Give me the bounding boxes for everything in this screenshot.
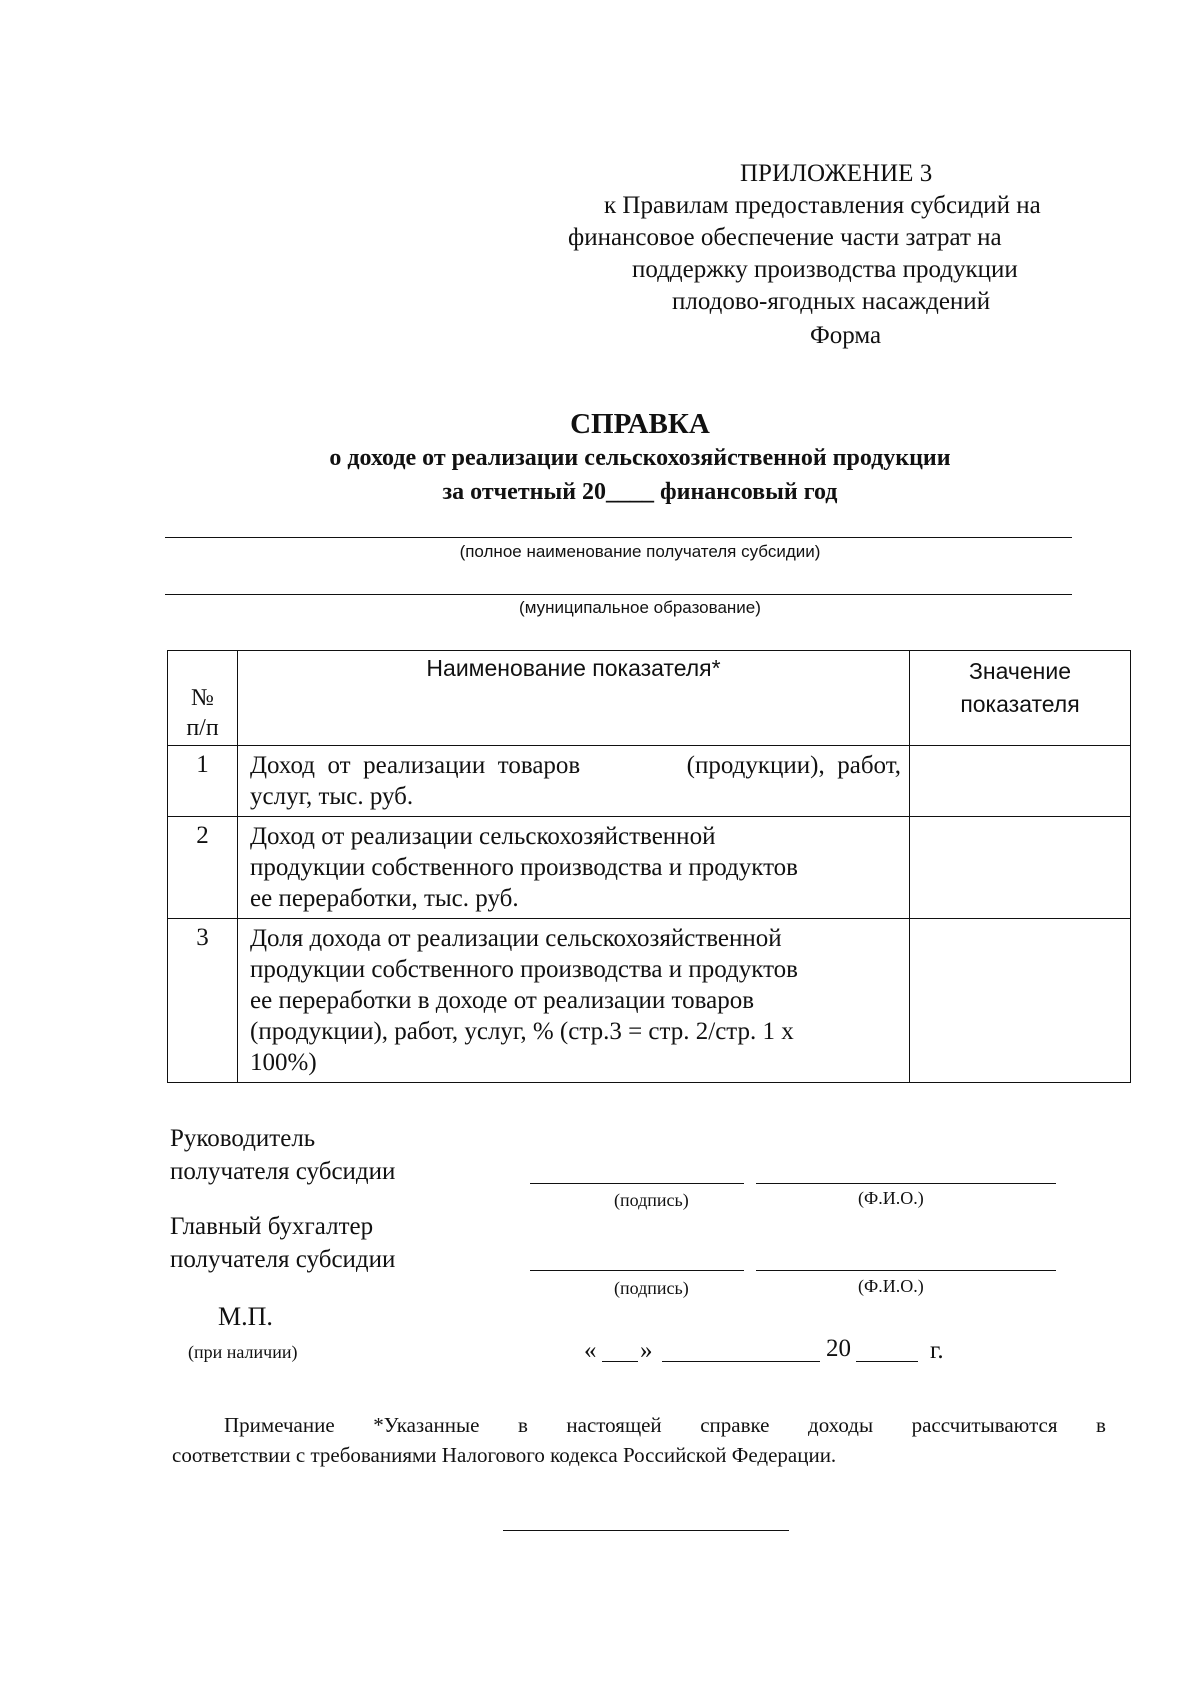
end-separator — [503, 1530, 789, 1531]
date-year-prefix: 20 — [826, 1335, 851, 1362]
head-fio-caption: (Ф.И.О.) — [858, 1188, 924, 1208]
footnote-line — [172, 1410, 1106, 1440]
document-period: за отчетный 20____ финансовый год — [442, 479, 838, 505]
footnote-word: *Указанные — [373, 1413, 480, 1437]
footnote-word: рассчитываются — [911, 1413, 1058, 1437]
recipient-name-caption: (полное наименование получателя субсидии) — [459, 542, 821, 561]
row-description-line: Доля дохода от реализации сельскохозяйственной — [250, 925, 782, 952]
date-year-line[interactable] — [856, 1361, 918, 1362]
row-description — [238, 919, 910, 1083]
footnote-word: доходы — [808, 1413, 874, 1437]
municipality-line[interactable] — [165, 594, 1072, 595]
date-day-line[interactable] — [602, 1361, 638, 1362]
stamp-note: (при наличии) — [188, 1342, 298, 1362]
appendix-rules-line: поддержку производства продукции — [632, 256, 1018, 283]
head-label: получателя субсидии — [170, 1158, 396, 1185]
table-row — [168, 919, 1131, 1083]
head-label: Руководитель — [170, 1125, 316, 1152]
row-description-line: 100%) — [250, 1049, 317, 1076]
form-label: Форма — [810, 322, 882, 349]
footnote-word: Примечание — [224, 1413, 335, 1437]
row-description-line: (продукции), работ, услуг, % (стр.3 = стр. 2/стр. 1 х — [250, 1018, 794, 1045]
header-value-cell — [910, 651, 1131, 746]
row-description-line — [250, 750, 901, 781]
document-subtitle: о доходе от реализации сельскохозяйственной продукции — [329, 445, 951, 471]
date-close-quote: » — [640, 1337, 653, 1364]
header-value-label: Значение — [969, 658, 1071, 684]
footnote-word: в — [517, 1413, 528, 1437]
accountant-signature-caption: (подпись) — [614, 1278, 689, 1298]
stamp-label: М.П. — [218, 1302, 273, 1331]
recipient-name-line[interactable] — [165, 537, 1072, 538]
header-name-cell — [238, 651, 910, 746]
appendix-rules-line: финансовое обеспечение части затрат на — [568, 224, 1002, 251]
date-month-line[interactable] — [662, 1361, 820, 1362]
header-num-abbrev: п/п — [186, 715, 219, 741]
footnote-line: соответствии с требованиями Налогового кодекса Российской Федерации. — [172, 1443, 837, 1467]
row-description-line: Доход от реализации сельскохозяйственной — [250, 823, 716, 850]
accountant-label: получателя субсидии — [170, 1246, 396, 1273]
header-num-symbol: № — [191, 685, 214, 711]
header-name-label: Наименование показателя* — [426, 655, 721, 681]
head-fio-line[interactable] — [756, 1183, 1056, 1184]
header-num-cell — [168, 651, 238, 746]
appendix-rules-line: плодово-ягодных насаждений — [672, 288, 991, 315]
row-description-line: услуг, тыс. руб. — [250, 783, 414, 810]
indicators-table — [167, 650, 1131, 1083]
municipality-caption: (муниципальное образование) — [519, 598, 761, 617]
document-title: СПРАВКА — [570, 408, 710, 440]
date-open-quote: « — [584, 1337, 597, 1364]
appendix-rules-line: к Правилам предоставления субсидий на — [604, 192, 1041, 219]
footnote-word: в — [1096, 1413, 1106, 1437]
table-row — [168, 817, 1131, 919]
table-row — [168, 746, 1131, 817]
row-number: 2 — [168, 817, 238, 919]
row-text: Доход от реализации товаров — [250, 752, 581, 779]
footnote-word: справке — [700, 1413, 770, 1437]
head-signature-line[interactable] — [530, 1183, 744, 1184]
row-description — [238, 817, 910, 919]
row-description-line: продукции собственного производства и продуктов — [250, 854, 798, 881]
head-signature-caption: (подпись) — [614, 1190, 689, 1210]
date-year-suffix: г. — [930, 1337, 944, 1364]
row-number: 3 — [168, 919, 238, 1083]
row-description-line: продукции собственного производства и продуктов — [250, 956, 798, 983]
row-value-cell[interactable] — [910, 919, 1131, 1083]
accountant-fio-caption: (Ф.И.О.) — [858, 1276, 924, 1296]
header-value-label: показателя — [960, 691, 1080, 717]
accountant-fio-line[interactable] — [756, 1270, 1056, 1271]
row-description — [238, 746, 910, 817]
row-description-line: ее переработки в доходе от реализации товаров — [250, 987, 754, 1014]
row-value-cell[interactable] — [910, 817, 1131, 919]
appendix-number: ПРИЛОЖЕНИЕ 3 — [740, 160, 933, 187]
accountant-signature-line[interactable] — [530, 1270, 744, 1271]
row-description-line: ее переработки, тыс. руб. — [250, 885, 519, 912]
row-text: (продукции), работ, — [686, 752, 901, 779]
footnote-word: настоящей — [566, 1413, 662, 1437]
accountant-label: Главный бухгалтер — [170, 1213, 374, 1240]
footnote — [172, 1410, 1106, 1470]
row-value-cell[interactable] — [910, 746, 1131, 817]
table-header-row — [168, 651, 1131, 746]
row-number: 1 — [168, 746, 238, 817]
